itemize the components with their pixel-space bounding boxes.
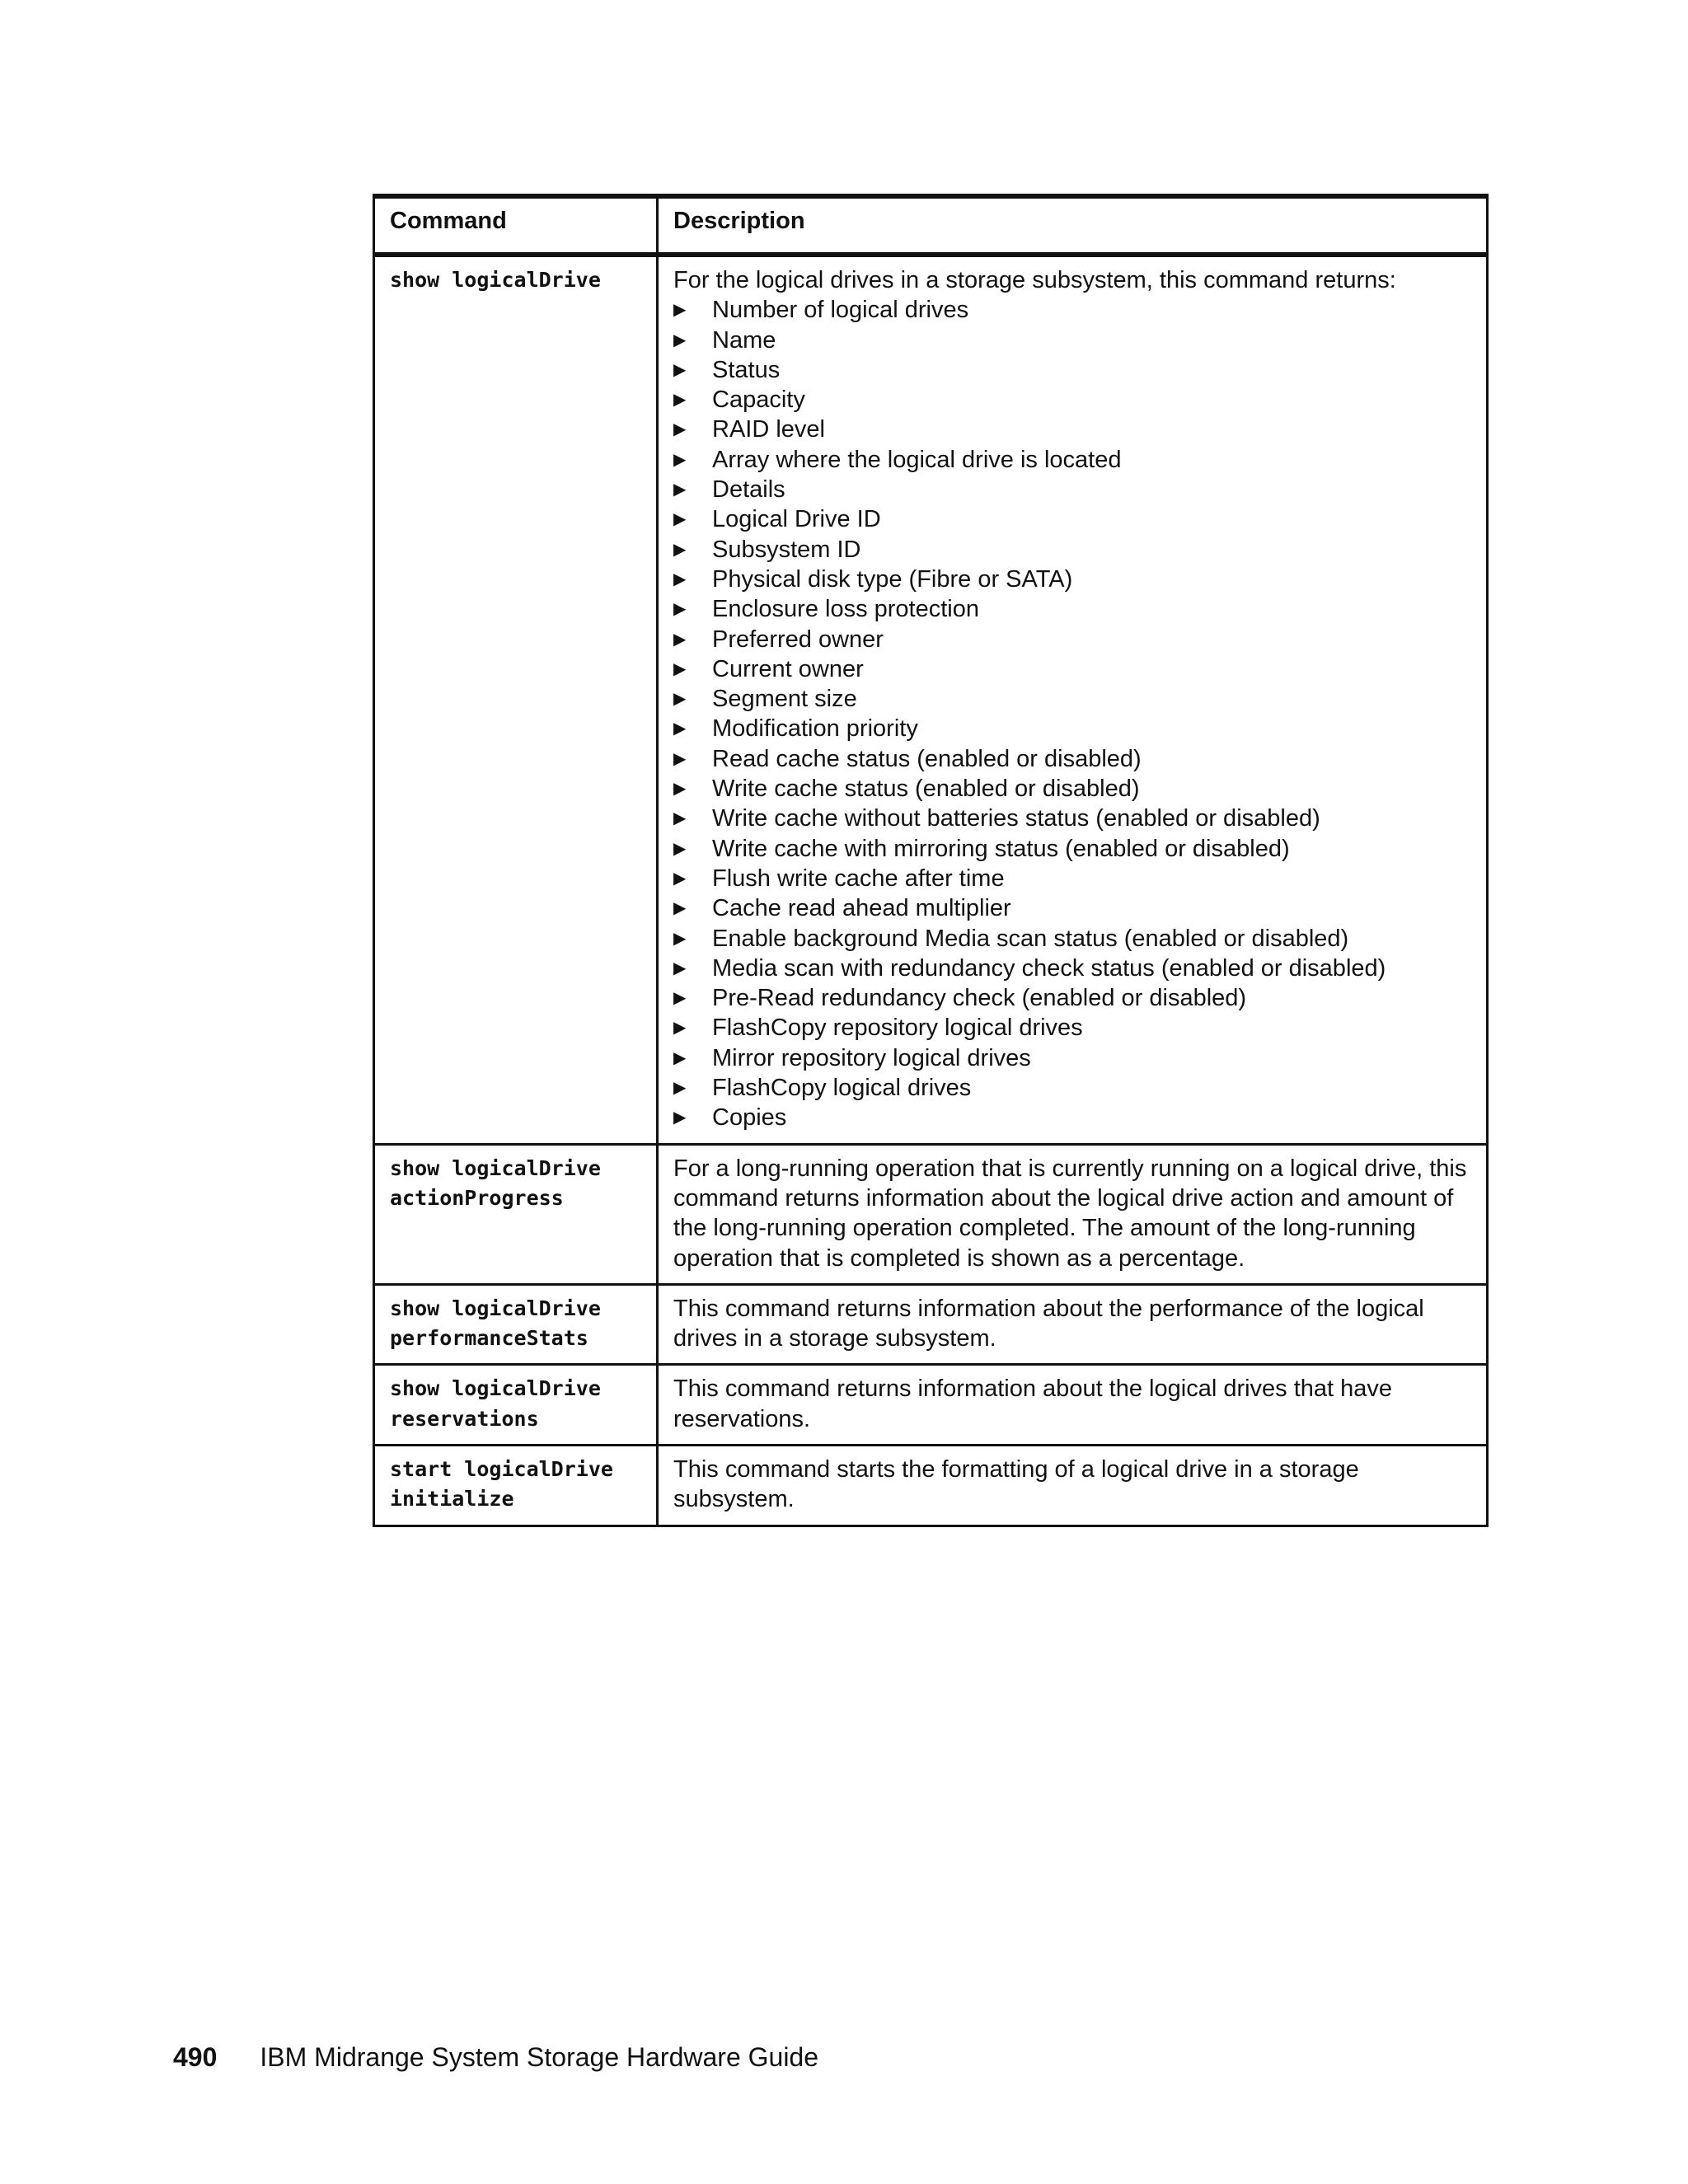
- triangle-right-icon: ▶: [673, 301, 687, 320]
- triangle-right-icon: ▶: [673, 360, 687, 379]
- list-item: [673, 445, 1471, 475]
- list-item: [673, 714, 1471, 743]
- triangle-right-icon: ▶: [673, 780, 687, 799]
- list-item: [673, 326, 1471, 355]
- list-item-label: Write cache without batteries status (enabled or disabled): [712, 805, 1320, 832]
- triangle-right-icon: ▶: [673, 958, 687, 977]
- table-row: [374, 1365, 1488, 1446]
- list-item-label: Array where the logical drive is located: [712, 446, 1122, 473]
- triangle-right-icon: ▶: [673, 630, 687, 649]
- list-item: [673, 475, 1471, 504]
- triangle-right-icon: ▶: [673, 510, 687, 529]
- triangle-right-icon: ▶: [673, 391, 687, 410]
- table-header-row: [374, 196, 1488, 255]
- triangle-right-icon: ▶: [673, 480, 687, 499]
- list-item: [673, 295, 1471, 325]
- triangle-right-icon: ▶: [673, 1108, 687, 1127]
- header-command: Command: [374, 196, 658, 255]
- list-item-label: Mirror repository logical drives: [712, 1044, 1031, 1071]
- command-cell: show logicalDrive: [374, 255, 658, 1144]
- description-cell: This command returns information about the performance of the logical drives in a storage subsystem.: [658, 1284, 1488, 1365]
- triangle-right-icon: ▶: [673, 809, 687, 828]
- list-item-label: Logical Drive ID: [712, 506, 881, 533]
- list-item: [673, 355, 1471, 385]
- list-item-label: Write cache status (enabled or disabled): [712, 776, 1140, 803]
- page-footer: [173, 2041, 818, 2074]
- triangle-right-icon: ▶: [673, 899, 687, 918]
- table-row: [374, 1144, 1488, 1284]
- list-item: [673, 893, 1471, 923]
- triangle-right-icon: ▶: [673, 540, 687, 559]
- triangle-right-icon: ▶: [673, 1079, 687, 1098]
- list-item-label: Segment size: [712, 686, 857, 713]
- list-item-label: Number of logical drives: [712, 297, 969, 324]
- list-item: [673, 774, 1471, 804]
- list-item-label: Current owner: [712, 655, 864, 682]
- list-item-label: Media scan with redundancy check status (enabled or disabled): [712, 954, 1386, 982]
- triangle-right-icon: ▶: [673, 1048, 687, 1067]
- triangle-right-icon: ▶: [673, 600, 687, 619]
- command-cell: show logicalDrive performanceStats: [374, 1284, 658, 1365]
- triangle-right-icon: ▶: [673, 1019, 687, 1038]
- description-cell: For a long-running operation that is currently running on a logical drive, this command returns information about the logical drive action and amount of the long-running operation completed. The amount of the long-running operation that is completed is shown as a percentage.: [658, 1144, 1488, 1284]
- list-item: [673, 834, 1471, 864]
- list-item: [673, 684, 1471, 714]
- list-item: [673, 804, 1471, 833]
- list-item: [673, 1043, 1471, 1073]
- page-number: 490: [173, 2042, 218, 2072]
- triangle-right-icon: ▶: [673, 659, 687, 678]
- list-item-label: Copies: [712, 1104, 787, 1132]
- list-item-label: Write cache with mirroring status (enabled or disabled): [712, 835, 1290, 862]
- list-item: [673, 504, 1471, 534]
- list-item: [673, 654, 1471, 684]
- table-row: [374, 255, 1488, 1144]
- triangle-right-icon: ▶: [673, 869, 687, 888]
- list-item-label: Modification priority: [712, 715, 918, 743]
- list-item: [673, 1013, 1471, 1043]
- triangle-right-icon: ▶: [673, 929, 687, 948]
- list-item-label: Status: [712, 356, 781, 383]
- command-cell: show logicalDrive reservations: [374, 1365, 658, 1446]
- triangle-right-icon: ▶: [673, 450, 687, 469]
- list-item-label: Enclosure loss protection: [712, 596, 979, 623]
- list-item-label: Pre-Read redundancy check (enabled or disabled): [712, 985, 1247, 1012]
- list-item: [673, 415, 1471, 444]
- table-row: [374, 1284, 1488, 1365]
- list-item-label: Preferred owner: [712, 626, 884, 653]
- list-item-label: FlashCopy logical drives: [712, 1075, 972, 1102]
- list-item-label: Physical disk type (Fibre or SATA): [712, 565, 1073, 593]
- list-item: [673, 1103, 1471, 1132]
- command-cell: show logicalDrive actionProgress: [374, 1144, 658, 1284]
- list-item-label: Read cache status (enabled or disabled): [712, 745, 1142, 772]
- triangle-right-icon: ▶: [673, 420, 687, 439]
- list-item-label: Details: [712, 476, 785, 504]
- header-description: Description: [658, 196, 1488, 255]
- list-item: [673, 594, 1471, 624]
- list-item-label: Subsystem ID: [712, 536, 861, 563]
- description-cell: This command returns information about the logical drives that have reservations.: [658, 1365, 1488, 1446]
- list-item: [673, 864, 1471, 893]
- table-row: [374, 1445, 1488, 1526]
- list-item-label: Cache read ahead multiplier: [712, 895, 1011, 922]
- return-values-list: [673, 295, 1471, 1132]
- list-item: [673, 744, 1471, 774]
- triangle-right-icon: ▶: [673, 839, 687, 858]
- list-item-label: Capacity: [712, 387, 805, 414]
- command-table: [373, 194, 1489, 1527]
- triangle-right-icon: ▶: [673, 330, 687, 349]
- list-item: [673, 535, 1471, 565]
- list-item-label: RAID level: [712, 416, 825, 443]
- book-title: IBM Midrange System Storage Hardware Guide: [260, 2042, 819, 2072]
- list-item: [673, 625, 1471, 654]
- list-item: [673, 565, 1471, 594]
- triangle-right-icon: ▶: [673, 719, 687, 738]
- description-cell: [658, 255, 1488, 1144]
- triangle-right-icon: ▶: [673, 749, 687, 768]
- description-intro: For the logical drives in a storage subsystem, this command returns:: [673, 267, 1396, 293]
- list-item: [673, 1073, 1471, 1103]
- triangle-right-icon: ▶: [673, 690, 687, 709]
- list-item-label: Enable background Media scan status (enabled or disabled): [712, 925, 1349, 952]
- triangle-right-icon: ▶: [673, 989, 687, 1008]
- list-item: [673, 983, 1471, 1013]
- command-cell: start logicalDrive initialize: [374, 1445, 658, 1526]
- list-item: [673, 385, 1471, 415]
- list-item-label: Name: [712, 326, 776, 354]
- list-item-label: Flush write cache after time: [712, 865, 1005, 892]
- list-item: [673, 954, 1471, 983]
- description-cell: This command starts the formatting of a logical drive in a storage subsystem.: [658, 1445, 1488, 1526]
- list-item-label: FlashCopy repository logical drives: [712, 1015, 1083, 1042]
- list-item: [673, 924, 1471, 954]
- triangle-right-icon: ▶: [673, 569, 687, 588]
